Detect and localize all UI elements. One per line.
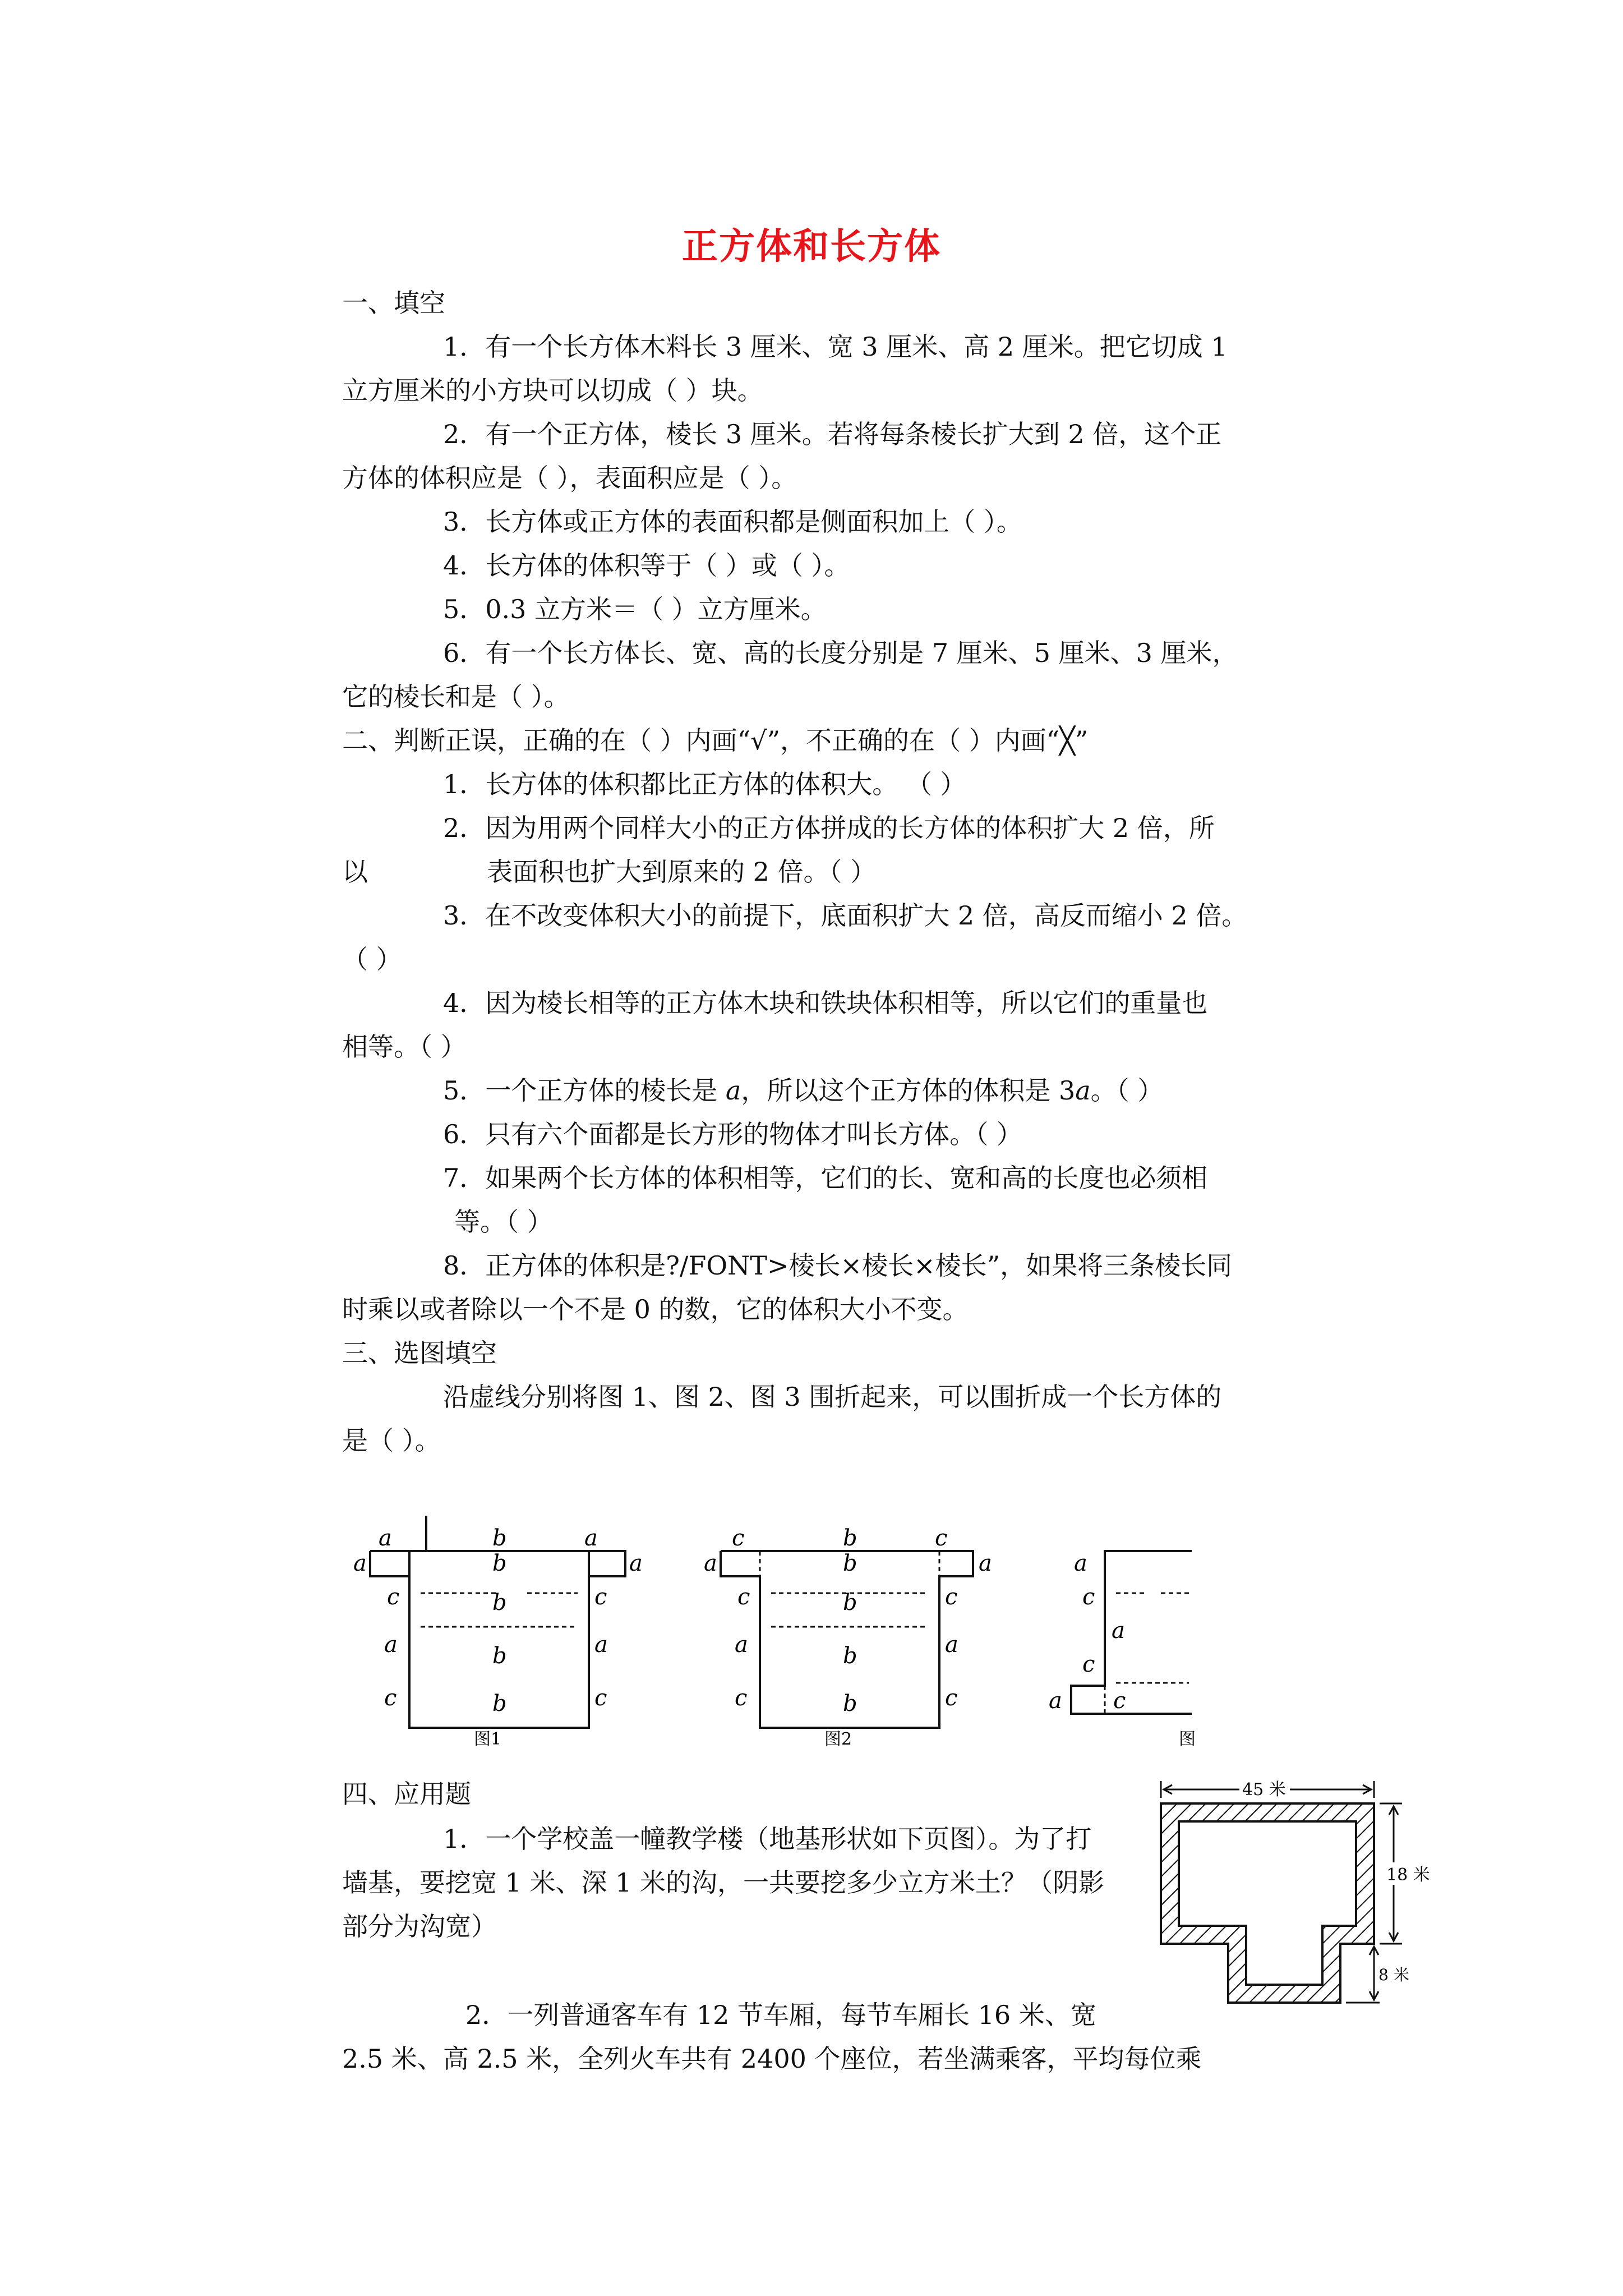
q2-2-line2-prefix: 以 — [342, 857, 368, 887]
fig3-label-c-3: c — [1113, 1688, 1126, 1714]
q1-1-line2: 立方厘米的小方块可以切成（ ）块。 — [342, 375, 763, 406]
q2-5-part1: 5．一个正方体的棱长是 — [443, 1075, 726, 1106]
q2-8-line2: 时乘以或者除以一个不是 0 的数，它的体积大小不变。 — [342, 1294, 969, 1324]
fig2-caption: 图2 — [824, 1729, 852, 1749]
q4-2-line1: 2．一列普通客车有 12 节车厢，每节车厢长 16 米、宽 — [465, 2000, 1096, 2030]
q2-1: 1．长方体的体积都比正方体的体积大。 （ ） — [443, 769, 966, 799]
fig2-label-c-4: c — [945, 1685, 958, 1711]
fig3-label-a-3: a — [1049, 1688, 1062, 1714]
fig3-label-a-1: a — [1074, 1550, 1087, 1576]
fig2-label-b-3: b — [843, 1590, 857, 1616]
fig1-label-a-top-left: a — [379, 1525, 392, 1551]
fig1-label-a-3: a — [384, 1632, 398, 1658]
q2-2-line1: 2．因为用两个同样大小的正方体拼成的长方体的体积扩大 2 倍，所 — [443, 813, 1215, 843]
fig1-label-c-1: c — [387, 1584, 400, 1610]
fig3-label-a-2: a — [1112, 1618, 1125, 1644]
q3-line1: 沿虚线分别将图 1、图 2、图 3 围折起来，可以围折成一个长方体的 — [443, 1382, 1222, 1412]
q2-4-line2: 相等。（ ） — [342, 1032, 467, 1062]
fig1-label-a-left: a — [353, 1550, 367, 1576]
q2-5 — [443, 1075, 1163, 1106]
fig2-label-a-left: a — [704, 1550, 717, 1576]
fig2-label-b-2: b — [843, 1550, 857, 1576]
fig3-label-c-1: c — [1082, 1584, 1095, 1610]
section-heading-choose: 三、选图填空 — [342, 1338, 497, 1368]
fig2-label-c-top-left: c — [732, 1525, 745, 1551]
q2-2-line2: 表面积也扩大到原来的 2 倍。（ ） — [487, 857, 877, 887]
q2-7-line2: 等。（ ） — [454, 1207, 553, 1237]
q1-1-line1: 1．有一个长方体木料长 3 厘米、宽 3 厘米、高 2 厘米。把它切成 1 — [443, 332, 1228, 362]
q1-2-line2: 方体的体积应是（ ），表面积应是（ ）。 — [342, 463, 797, 493]
fig3-label-c-2: c — [1082, 1651, 1095, 1677]
fig2-label-b-top: b — [843, 1525, 857, 1551]
height-label: 18 米 — [1386, 1865, 1430, 1885]
fig2-label-c-top-right: c — [935, 1525, 948, 1551]
q2-5-var-a2: a — [1075, 1075, 1091, 1106]
fig2-label-c-1: c — [737, 1584, 750, 1610]
q4-1-line3: 部分为沟宽） — [342, 1911, 497, 1941]
fig2-label-c-2: c — [945, 1584, 958, 1610]
fig1-label-b-5: b — [492, 1691, 507, 1717]
q1-5: 5．0.3 立方米＝（ ）立方厘米。 — [443, 594, 827, 624]
fig3-caption: 图 — [1179, 1729, 1196, 1749]
q2-8-line1: 8．正方体的体积是?/FONT>棱长×棱长×棱长”，如果将三条棱长同 — [443, 1250, 1233, 1281]
notch-label: 8 米 — [1378, 1966, 1409, 1984]
fig1-label-c-3: c — [384, 1685, 397, 1711]
fig1-label-a-right: a — [629, 1550, 643, 1576]
q2-3-line1: 3．在不改变体积大小的前提下，底面积扩大 2 倍，高反而缩小 2 倍。 — [443, 900, 1248, 931]
fig1-label-b-4: b — [492, 1643, 507, 1669]
q1-6-line1: 6．有一个长方体长、宽、高的长度分别是 7 厘米、5 厘米、3 厘米， — [443, 638, 1238, 668]
q1-2-line1: 2．有一个正方体，棱长 3 厘米。若将每条棱长扩大到 2 倍，这个正 — [443, 419, 1222, 449]
section-heading-apply: 四、应用题 — [342, 1779, 471, 1809]
fig1-label-a-top-right: a — [584, 1525, 598, 1551]
q2-5-part2: ，所以这个正方体的体积是 3 — [741, 1075, 1076, 1106]
fig1-caption: 图1 — [474, 1729, 502, 1749]
fig1-label-c-4: c — [594, 1685, 607, 1711]
q4-2-line2: 2.5 米、高 2.5 米，全列火车共有 2400 个座位，若坐满乘客，平均每位乘 — [342, 2044, 1202, 2074]
fig1-label-b-3: b — [492, 1590, 507, 1616]
fig2-label-a-right: a — [979, 1550, 992, 1576]
foundation-diagram — [1144, 1750, 1447, 2042]
fig1-label-b-2: b — [492, 1550, 507, 1576]
fig1-label-a-4: a — [594, 1632, 608, 1658]
fig2-label-a-4: a — [945, 1632, 958, 1658]
q1-3: 3．长方体或正方体的表面积都是侧面积加上（ ）。 — [443, 507, 1022, 537]
q4-1-line1: 1．一个学校盖一幢教学楼（地基形状如下页图）。为了打 — [443, 1824, 1092, 1854]
q2-3-line2: （ ） — [342, 944, 402, 974]
q1-6-line2: 它的棱长和是（ ）。 — [342, 682, 570, 712]
q2-5-part3: 。（ ） — [1090, 1075, 1164, 1106]
fig2-label-b-4: b — [843, 1643, 857, 1669]
q1-4: 4．长方体的体积等于（ ）或（ ）。 — [443, 550, 850, 581]
fig1-label-b-top: b — [492, 1525, 507, 1551]
net-figure-1 — [353, 1515, 645, 1749]
width-label: 45 米 — [1242, 1780, 1286, 1800]
section-heading-judge: 二、判断正误，正确的在（ ）内画“√”，不正确的在（ ）内画“╳” — [342, 725, 1089, 756]
section-heading-fill: 一、填空 — [342, 288, 445, 318]
q2-6: 6．只有六个面都是长方形的物体才叫长方体。（ ） — [443, 1119, 1022, 1149]
fig2-label-c-3: c — [735, 1685, 748, 1711]
q3-line2: 是（ ）。 — [342, 1425, 441, 1456]
fig2-label-a-3: a — [735, 1632, 748, 1658]
fig2-label-b-5: b — [843, 1691, 857, 1717]
q4-1-line2: 墙基，要挖宽 1 米、深 1 米的沟，一共要挖多少立方米土？（阴影 — [342, 1867, 1105, 1898]
q2-4-line1: 4．因为棱长相等的正方体木块和铁块体积相等，所以它们的重量也 — [443, 988, 1208, 1018]
q2-5-var-a1: a — [725, 1075, 741, 1106]
net-figure-2 — [704, 1515, 995, 1749]
page-title: 正方体和长方体 — [682, 226, 941, 268]
net-figure-3 — [1049, 1515, 1196, 1749]
fig1-label-c-2: c — [594, 1584, 607, 1610]
q2-7-line1: 7．如果两个长方体的体积相等，它们的长、宽和高的长度也必须相 — [443, 1163, 1208, 1193]
